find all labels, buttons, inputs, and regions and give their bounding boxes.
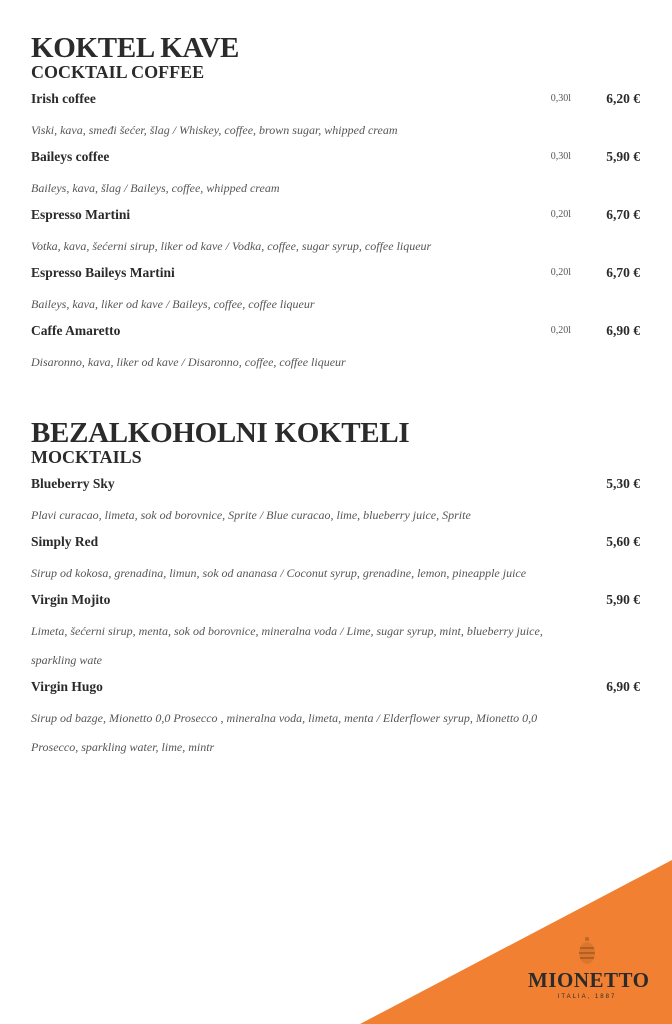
menu-item-header — [31, 319, 640, 348]
item-name: Espresso Baileys Martini — [31, 265, 175, 280]
item-description: Viski, kava, smeđi šećer, šlag / Whiskey, coffee, brown sugar, whipped cream — [31, 123, 398, 137]
menu-list — [31, 472, 640, 762]
item-price: 6,70 € — [606, 265, 640, 280]
item-price: 6,70 € — [606, 207, 640, 222]
item-price: 6,90 € — [606, 679, 640, 694]
brand-logo — [528, 937, 650, 1000]
menu-item-header — [31, 145, 640, 174]
section-mocktails — [31, 418, 640, 762]
menu-list — [31, 87, 640, 377]
item-name: Blueberry Sky — [31, 476, 115, 491]
item-name: Caffe Amaretto — [31, 323, 121, 338]
menu-item — [31, 87, 640, 145]
item-description: Baileys, kava, šlag / Baileys, coffee, whipped cream — [31, 181, 280, 195]
menu-item — [31, 319, 640, 377]
menu-item — [31, 472, 640, 530]
item-price: 5,90 € — [606, 592, 640, 607]
menu-item — [31, 530, 640, 588]
item-description-continued: sparkling wate — [31, 653, 102, 667]
item-description: Sirup od bazge, Mionetto 0,0 Prosecco , mineralna voda, limeta, menta / Elderflower syrup, Mionetto 0,0 — [31, 711, 538, 725]
menu-item-header — [31, 261, 640, 290]
section-title: BEZALKOHOLNI KOKTELI — [31, 417, 410, 449]
item-volume: 0,20l — [550, 325, 571, 336]
menu-item-header — [31, 87, 640, 116]
item-name: Irish coffee — [31, 91, 96, 106]
item-description: Disaronno, kava, liker od kave / Disaronno, coffee, coffee liqueur — [31, 355, 346, 369]
barrel-icon — [577, 937, 597, 965]
item-description: Limeta, šećerni sirup, menta, sok od borovnice, mineralna voda / Lime, sugar syrup, mint, blueberry juice, — [31, 624, 543, 638]
menu-item — [31, 203, 640, 261]
section-cocktail-coffee — [31, 33, 640, 377]
menu-item-header — [31, 588, 640, 617]
section-subtitle: COCKTAIL COFFEE — [31, 62, 205, 82]
item-volume: 0,30l — [550, 93, 571, 104]
item-price: 5,30 € — [606, 476, 640, 491]
item-description: Baileys, kava, liker od kave / Baileys, coffee, coffee liqueur — [31, 297, 315, 311]
item-volume: 0,20l — [550, 209, 571, 220]
item-name: Simply Red — [31, 534, 99, 549]
brand-name: MIONETTO — [528, 968, 650, 992]
item-volume: 0,30l — [550, 151, 571, 162]
item-description-continued: Prosecco, sparkling water, lime, mintr — [31, 740, 215, 754]
section-subtitle: MOCKTAILS — [31, 447, 142, 467]
menu-item-header — [31, 472, 640, 501]
item-price: 6,90 € — [606, 323, 640, 338]
menu-item — [31, 145, 640, 203]
item-description: Sirup od kokosa, grenadina, limun, sok od ananasa / Coconut syrup, grenadine, lemon, pineapple juice — [31, 566, 527, 580]
menu-item-header — [31, 203, 640, 232]
brand-tagline: ITALIA, 1887 — [557, 994, 617, 1000]
item-description: Votka, kava, šećerni sirup, liker od kave / Vodka, coffee, sugar syrup, coffee liqueur — [31, 239, 432, 253]
menu-item — [31, 261, 640, 319]
item-description: Plavi curacao, limeta, sok od borovnice, Sprite / Blue curacao, lime, blueberry juice, Sprite — [31, 508, 471, 522]
item-volume: 0,20l — [550, 267, 571, 278]
item-name: Virgin Mojito — [31, 592, 111, 607]
item-name: Virgin Hugo — [31, 679, 103, 694]
menu-item-header — [31, 530, 640, 559]
menu-item — [31, 675, 640, 762]
menu-item-header — [31, 675, 640, 704]
item-name: Espresso Martini — [31, 207, 131, 222]
item-price: 5,60 € — [606, 534, 640, 549]
menu-item — [31, 588, 640, 675]
item-price: 5,90 € — [606, 149, 640, 164]
item-price: 6,20 € — [606, 91, 640, 106]
section-title: KOKTEL KAVE — [31, 32, 240, 64]
item-name: Baileys coffee — [31, 149, 110, 164]
